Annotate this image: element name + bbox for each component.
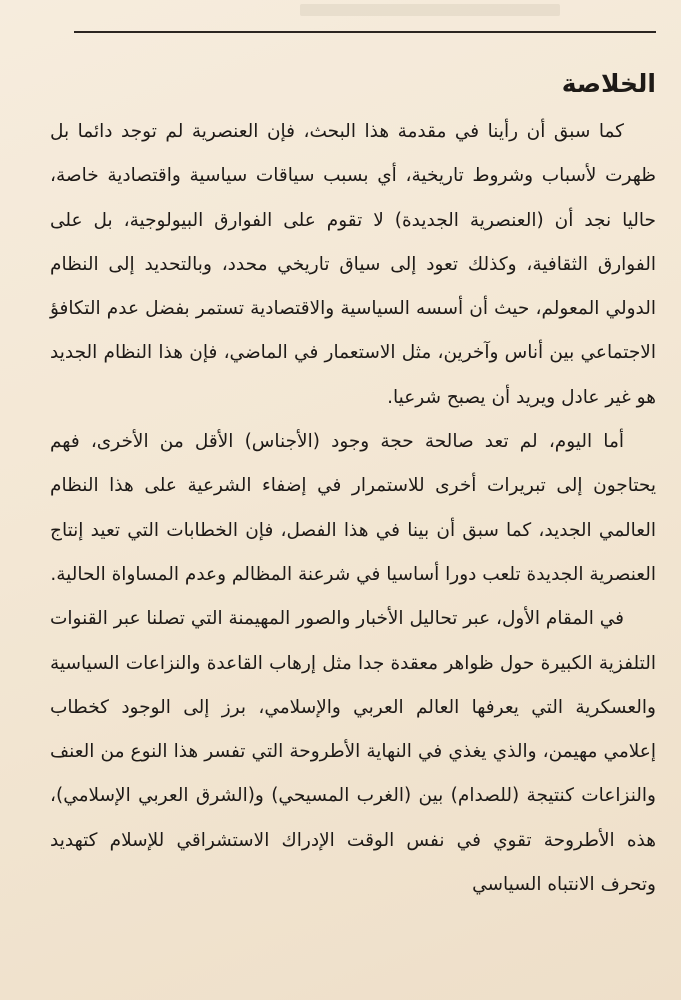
page-body: [50, 58, 656, 907]
header-rule: [74, 31, 656, 33]
paragraph: كما سبق أن رأينا في مقدمة هذا البحث، فإن العنصرية لم توجد دائما بل ظهرت لأسباب وشروط تاريخية، أي بسبب سياقات سياسية واقتصادية خاصة، حاليا نجد أن (العنصرية الجديدة) لا تقوم على الفوارق البيولوجية، بل على الفوارق الثقافية، وكذلك تعود إلى سياق تاريخي محدد، وبالتحديد إلى النظام الدولي المعولم، حيث أن أسسه السياسية والاقتصادية تستمر بفضل عدم التكافؤ الاجتماعي بين أناس وآخرين، مثل الاستعمار في الماضي، فإن هذا النظام الجديد هو غير عادل ويريد أن يصبح شرعيا.: [50, 121, 656, 408]
section-heading: الخلاصة: [561, 69, 656, 98]
bleed-through-header: [300, 4, 560, 16]
paragraph: أما اليوم، لم تعد صالحة حجة وجود (الأجناس) الأقل من الأخرى، فهم يحتاجون إلى تبريرات أخرى للاستمرار في إضفاء الشرعية على هذا النظام العالمي الجديد، كما سبق أن بينا في هذا الفصل، فإن الخطابات التي تعيد إنتاج العنصرية الجديدة تلعب دورا أساسيا في شرعنة المظالم وعدم المساواة الحالية.: [50, 431, 656, 585]
paragraph: في المقام الأول، عبر تحاليل الأخبار والصور المهيمنة التي تصلنا عبر القنوات التلفزية الكبيرة حول ظواهر معقدة جدا مثل إرهاب القاعدة والنزاعات السياسية والعسكرية التي يعرفها العالم العربي والإسلامي، برز إلى الوجود كخطاب إعلامي مهيمن، والذي يغذي في النهاية الأطروحة التي تفسر هذا النوع من العنف والنزاعات كنتيجة (للصدام) بين (الغرب المسيحي) و(الشرق العربي الإسلامي)، هذه الأطروحة تقوي في نفس الوقت الإدراك الاستشراقي للإسلام كتهديد وتحرف الانتباه السياسي: [50, 608, 656, 896]
